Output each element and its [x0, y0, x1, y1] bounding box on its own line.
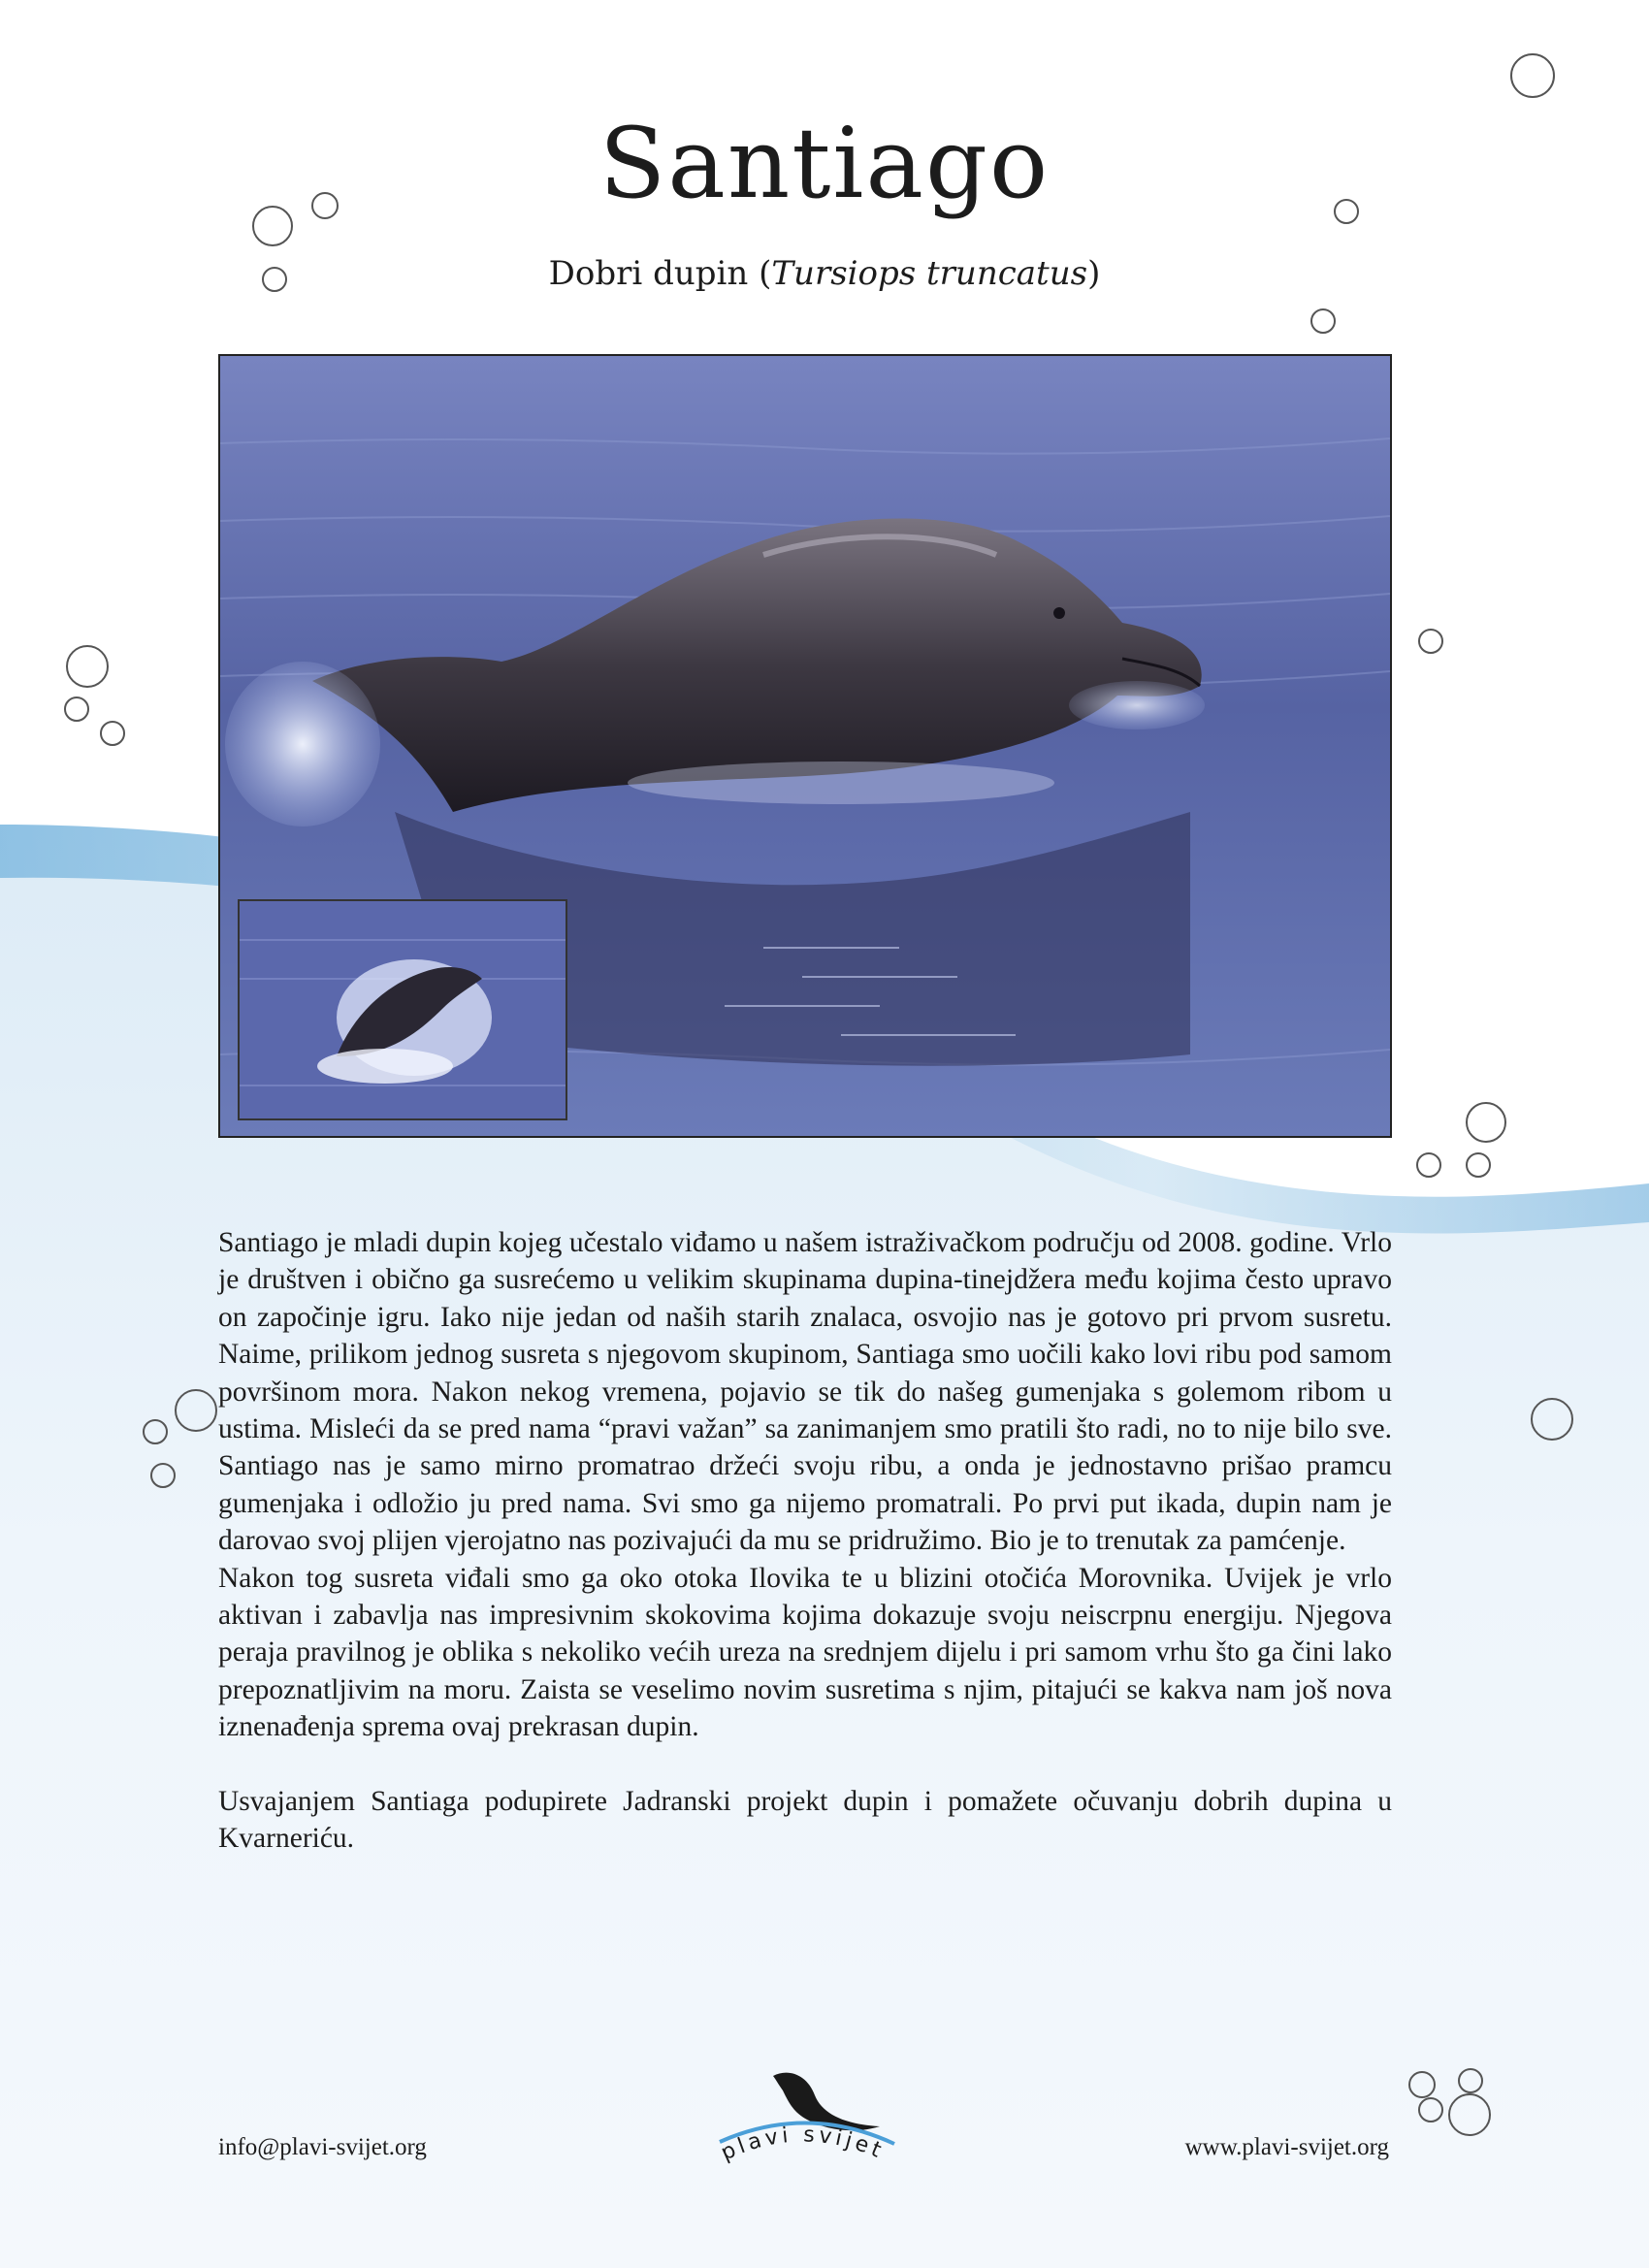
species-latin-name: Tursiops truncatus — [771, 254, 1088, 293]
bubble-icon — [1458, 2068, 1483, 2093]
dolphin-fin-logo-icon — [700, 2066, 904, 2183]
species-subtitle — [0, 254, 1649, 293]
footer-email-link[interactable]: info@plavi-svijet.org — [218, 2134, 427, 2160]
logo-text: plavi svijet — [717, 2122, 889, 2166]
species-common-name: Dobri dupin ( — [548, 254, 772, 293]
article-paragraph-3: Usvajanjem Santiaga podupirete Jadranski projekt dupin i pomažete očuvanju dobrih dupina u Kvarneriću. — [218, 1785, 1392, 1855]
bubble-icon — [1510, 53, 1555, 98]
article-body — [218, 1224, 1392, 1858]
article-paragraph-2: Nakon tog susreta viđali smo ga oko otoka Ilovika te u blizini otočića Morovnika. Uvijek je vrlo aktivan i zabavlja nas impresivnim skokovima kojima dokazuje svoju neiscrpnu energiju. Njegova peraja pravilnog je oblika s nekoliko većih ureza na srednjem dijelu i pri samom vrhu što ga čini lako prepoznatljivim na moru. Zaista se veselimo novim susretima s njim, pitajući se kakva nam još nova iznenađenja sprema ovaj prekrasan dupin. — [218, 1562, 1392, 1743]
bubble-icon — [1416, 1152, 1441, 1178]
dolphin-jumping-icon — [240, 901, 566, 1118]
bubble-icon — [175, 1389, 217, 1432]
footer-website-link[interactable]: www.plavi-svijet.org — [1184, 2134, 1389, 2160]
bubble-icon — [1448, 2093, 1491, 2136]
bubble-icon — [66, 645, 109, 688]
bubble-icon — [1310, 308, 1336, 334]
bubble-icon — [100, 721, 125, 746]
bubble-icon — [150, 1463, 176, 1488]
bubble-icon — [1418, 2097, 1443, 2122]
inset-photo — [238, 899, 567, 1120]
bubble-icon — [1408, 2071, 1436, 2098]
bubble-icon — [1418, 629, 1443, 654]
bubble-icon — [1466, 1152, 1491, 1178]
bubble-icon — [143, 1419, 168, 1444]
page-title: Santiago — [598, 107, 1051, 220]
bubble-icon — [1466, 1102, 1506, 1143]
dolphin-photo — [218, 354, 1392, 1138]
bubble-icon — [1531, 1398, 1573, 1441]
subtitle-close: ) — [1087, 254, 1101, 293]
article-paragraph-1: Santiago je mladi dupin kojeg učestalo viđamo u našem istraživačkom području od 2008. godine. Vrlo je društven i obično ga susrećemo u velikim skupinama dupina-tinejdžera među kojima često upravo on započinje igru. Iako nije jedan od naših starih znalaca, osvojio nas je gotovo pri prvom susretu. Naime, prilikom jednog susreta s njegovom skupinom, Santiaga smo uočili kako lovi ribu pod samom površinom mora. Nakon nekog vremena, pojavio se tik do našeg gumenjaka s golemom ribom u ustima. Misleći da se pred nama “pravi važan” sa zanimanjem smo pratili što radi, no to nije bilo sve. Santiago nas je samo mirno promatrao držeći svoju ribu, a onda je jednostavno prišao pramcu gumenjaka i odložio ju pred nama. Svi smo ga nijemo promatrali. Po prvi put ikada, dupin nam je darovao svoj plijen vjerojatno nas pozivajući da mu se pridružimo. Bio je to trenutak za pamćenje. — [218, 1227, 1392, 1557]
bubble-icon — [64, 697, 89, 722]
